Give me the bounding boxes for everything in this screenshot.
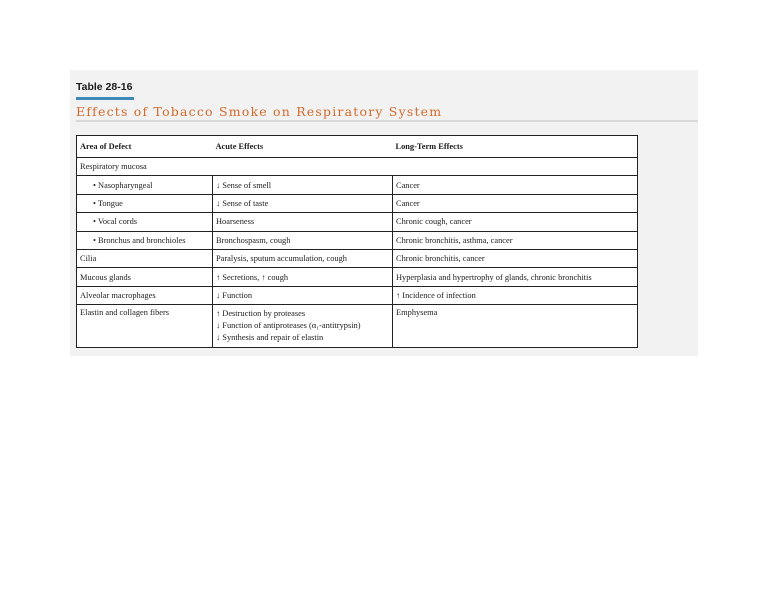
table-row (77, 268, 638, 286)
cell-acute: ↓ Function (213, 286, 393, 304)
cell-area: • Nasopharyngeal (77, 176, 213, 194)
header-acute: Acute Effects (213, 136, 393, 158)
table-row (77, 249, 638, 267)
cell-area: • Bronchus and bronchioles (77, 231, 213, 249)
cell-acute: Hoarseness (213, 213, 393, 231)
cell-long-term: Hyperplasia and hypertrophy of glands, chronic bronchitis (393, 268, 638, 286)
acute-line: ↓ Function of antiproteases (α₁-antitrypsin) (216, 321, 361, 331)
cell-long-term: Cancer (393, 194, 638, 212)
cell-long-term: ↑ Incidence of infection (393, 286, 638, 304)
title-underline (76, 120, 698, 122)
table-number: Table 28-16 (76, 81, 133, 93)
effects-table (76, 135, 638, 348)
cell-long-term: Chronic cough, cancer (393, 213, 638, 231)
cell-area: Mucous glands (77, 268, 213, 286)
cell-long-term: Emphysema (393, 305, 638, 348)
cell-acute: ↓ Sense of smell (213, 176, 393, 194)
cell-long-term: Chronic bronchitis, asthma, cancer (393, 231, 638, 249)
cell-acute: Paralysis, sputum accumulation, cough (213, 249, 393, 267)
acute-line: ↓ Synthesis and repair of elastin (216, 333, 324, 343)
section-label: Respiratory mucosa (77, 158, 638, 176)
header-long-term: Long-Term Effects (393, 136, 638, 158)
cell-acute (213, 305, 393, 348)
header-area: Area of Defect (77, 136, 213, 158)
table-row (77, 231, 638, 249)
table-row (77, 213, 638, 231)
table-row (77, 286, 638, 304)
cell-area: • Vocal cords (77, 213, 213, 231)
table-panel (70, 70, 698, 356)
cell-area: Alveolar macrophages (77, 286, 213, 304)
acute-line: ↑ Destruction by proteases (216, 309, 306, 319)
cell-area: Elastin and collagen fibers (77, 305, 213, 348)
header-row (77, 136, 638, 158)
table-title: Effects of Tobacco Smoke on Respiratory System (76, 104, 443, 119)
table-row (77, 176, 638, 194)
table-row (77, 305, 638, 348)
cell-acute: Bronchospasm, cough (213, 231, 393, 249)
cell-long-term: Chronic bronchitis, cancer (393, 249, 638, 267)
title-accent-rule (76, 97, 134, 100)
cell-long-term: Cancer (393, 176, 638, 194)
cell-acute: ↓ Sense of taste (213, 194, 393, 212)
cell-area: • Tongue (77, 194, 213, 212)
section-row (77, 158, 638, 176)
cell-area: Cilia (77, 249, 213, 267)
cell-acute: ↑ Secretions, ↑ cough (213, 268, 393, 286)
table-row (77, 194, 638, 212)
